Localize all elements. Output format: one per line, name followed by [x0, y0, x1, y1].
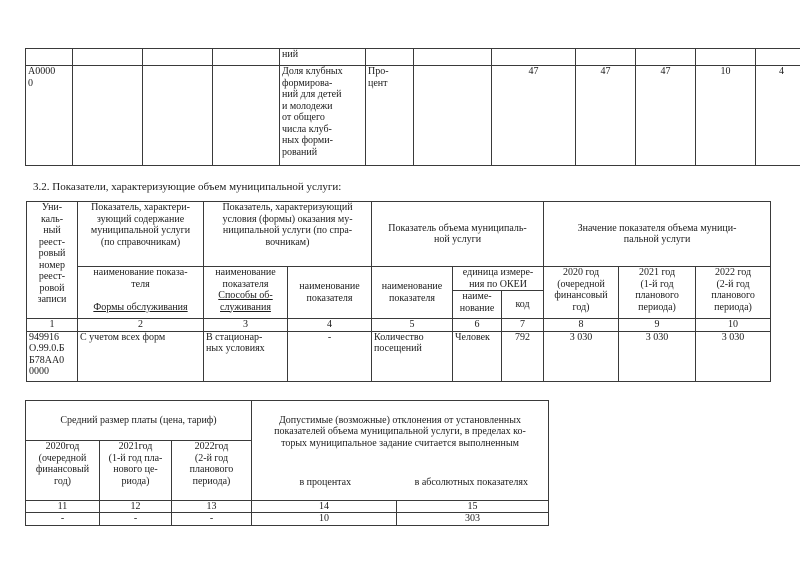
column-number: 8	[544, 319, 619, 332]
header-fee-2021: 2021год (1-й год пла- нового це- риода)	[100, 441, 172, 500]
column-number: 9	[619, 319, 696, 332]
header-average-fee: Средний размер платы (цена, тариф)	[26, 401, 252, 441]
header-condition-name-2: наименование показателя	[288, 267, 372, 319]
section-heading: 3.2. Показатели, характеризующие объем муниципальной услуги:	[33, 181, 342, 193]
table-cell	[696, 49, 756, 66]
condition-value-1: В стационар- ных условиях	[204, 331, 288, 381]
table-cell	[73, 66, 143, 166]
table-cell	[213, 66, 280, 166]
column-number: 6	[453, 319, 502, 332]
table-cell	[143, 49, 213, 66]
column-number: 3	[204, 319, 288, 332]
header-percent: в процентах	[299, 476, 352, 488]
table-row	[26, 66, 800, 166]
header-content-name	[78, 267, 204, 319]
deviation-percent-value: 10	[252, 513, 397, 526]
header-content-name-sub: Формы обслуживания	[93, 302, 188, 313]
header-year-2022: 2022 год (2-й год планового периода)	[696, 267, 771, 319]
header-unit-code: код	[502, 291, 544, 319]
header-fee-2022: 2022год (2-й год планового периода)	[172, 441, 252, 500]
header-condition-name-1	[204, 267, 288, 319]
column-number: 5	[372, 319, 453, 332]
column-number: 7	[502, 319, 544, 332]
column-number-row	[26, 500, 549, 513]
column-number: 10	[696, 319, 771, 332]
table-row	[26, 49, 800, 66]
header-deviation-subcols	[254, 477, 546, 489]
header-volume-values: Значение показателя объема муници- пальной услуги	[544, 202, 771, 267]
table-cell: ний	[280, 49, 366, 66]
column-number: 15	[397, 500, 549, 513]
table-cell	[576, 49, 636, 66]
volume-name-value: Количество посещений	[372, 331, 453, 381]
column-number: 1	[27, 319, 78, 332]
table-cell	[366, 49, 414, 66]
column-number: 14	[252, 500, 397, 513]
volume-indicators-table	[26, 201, 771, 382]
fee-2022-value: -	[172, 513, 252, 526]
unit-code-value: 792	[502, 331, 544, 381]
table-cell	[492, 49, 576, 66]
table-cell	[213, 49, 280, 66]
unit-name: Про- цент	[366, 66, 414, 166]
header-year-2020: 2020 год (очередной финансовый год)	[544, 267, 619, 319]
value-cell: 47	[576, 66, 636, 166]
header-volume-name: наименование показателя	[372, 267, 453, 319]
header-deviation-text: Допустимые (возможные) отклонения от установленных показателей объема муниципальной услуги, в пределах ко- торых муниципальное задание считается выполненным	[274, 414, 526, 449]
header-conditions-indicator: Показатель, характеризующий условия (формы) оказания му- ниципальной услуги (по спра- вочникам)	[204, 202, 372, 267]
header-fee-2020: 2020год (очередной финансовый год)	[26, 441, 100, 500]
indicator-quality-table	[25, 48, 800, 166]
content-value: С учетом всех форм	[78, 331, 204, 381]
table-row	[26, 401, 549, 441]
deviation-absolute-value: 303	[397, 513, 549, 526]
header-content-name-label: наименование показа- теля	[93, 267, 188, 290]
header-unit-okei: единица измере- ния по ОКЕИ	[453, 267, 544, 291]
value-2021: 3 030	[619, 331, 696, 381]
header-year-2021: 2021 год (1-й год планового периода)	[619, 267, 696, 319]
table-cell	[73, 49, 143, 66]
column-number: 2	[78, 319, 204, 332]
table-cell	[26, 49, 73, 66]
header-condition-name-1-sub: Способы об- служивания	[218, 290, 273, 313]
value-2022: 3 030	[696, 331, 771, 381]
column-number: 11	[26, 500, 100, 513]
table-cell	[756, 49, 800, 66]
header-condition-name-1-label: наименование показателя	[215, 267, 276, 290]
table-cell	[414, 66, 492, 166]
column-number-row	[27, 319, 771, 332]
record-code: А0000 0	[26, 66, 73, 166]
column-number: 12	[100, 500, 172, 513]
fee-2020-value: -	[26, 513, 100, 526]
header-absolute: в абсолютных показателях	[414, 476, 528, 488]
value-cell: 47	[636, 66, 696, 166]
indicator-name: Доля клубных формирова- ний для детей и молодежи от общего числа клуб- ных форми- рований	[280, 66, 366, 166]
value-cell: 4	[756, 66, 800, 166]
fee-2021-value: -	[100, 513, 172, 526]
fee-deviation-table	[25, 400, 549, 526]
unit-name-value: Человек	[453, 331, 502, 381]
header-unique-number: Уни- каль- ный реест- ровый номер реест- ровой записи	[27, 202, 78, 319]
header-content-indicator: Показатель, характери- зующий содержание муниципальной услуги (по справочникам)	[78, 202, 204, 267]
table-row	[26, 513, 549, 526]
table-row	[27, 267, 771, 291]
value-cell: 47	[492, 66, 576, 166]
header-volume-indicator: Показатель объема муниципаль- ной услуги	[372, 202, 544, 267]
value-2020: 3 030	[544, 331, 619, 381]
table-cell	[414, 49, 492, 66]
table-cell	[143, 66, 213, 166]
header-deviation	[252, 401, 549, 501]
header-unit-name: наиме- нование	[453, 291, 502, 319]
value-cell: 10	[696, 66, 756, 166]
registry-number: 949916 О.99.0.Б Б78АА0 0000	[27, 331, 78, 381]
column-number: 13	[172, 500, 252, 513]
table-cell	[636, 49, 696, 66]
table-row	[27, 202, 771, 267]
condition-value-2: -	[288, 331, 372, 381]
table-row	[27, 331, 771, 381]
column-number: 4	[288, 319, 372, 332]
